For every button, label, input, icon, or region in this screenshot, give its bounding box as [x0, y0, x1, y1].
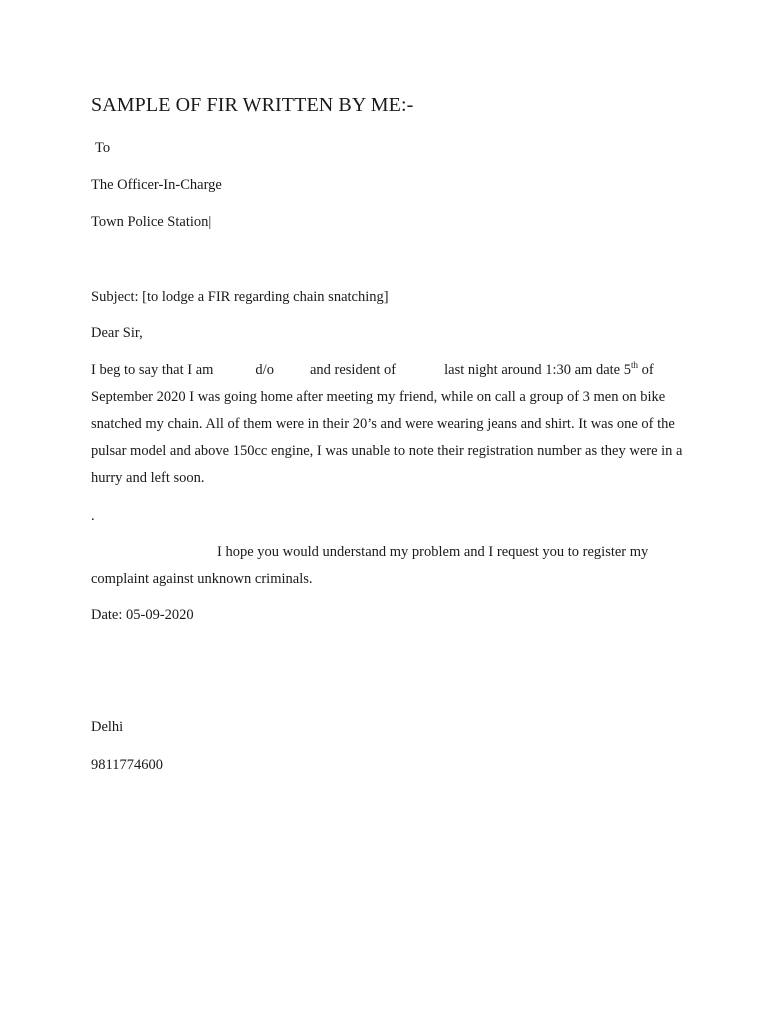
body-segment: I beg to say that I am — [91, 362, 214, 378]
salutation: Dear Sir, — [91, 325, 143, 341]
phone-line: 9811774600 — [91, 757, 163, 773]
stray-dot: . — [91, 508, 95, 524]
recipient-place: Town Police Station| — [91, 214, 212, 230]
body-segment: and resident of — [309, 362, 397, 378]
document-heading: SAMPLE OF FIR WRITTEN BY ME:- — [91, 94, 414, 116]
superscript-suffix: th — [630, 360, 638, 370]
body-segment: last night around 1:30 am date 5 — [444, 362, 631, 378]
body-segment: of September 2020 I was going home after meeting my friend, while on call a group of 3 men on bike snatched my chain. All of them were in their 20’s and were wearing jeans and shirt. It was one of the pulsar model and above 150cc engine, I was unable to note their registration number as they were in a hurry and left soon. — [91, 362, 683, 486]
city-line: Delhi — [91, 719, 124, 735]
closing-text: I hope you would understand my problem and I request you to register my complaint against unknown criminals. — [91, 544, 649, 587]
body-segment: d/o — [255, 362, 274, 378]
body-paragraph — [91, 357, 691, 492]
to-line: To — [95, 140, 111, 156]
closing-paragraph — [91, 539, 691, 593]
date-line: Date: 05-09-2020 — [91, 607, 194, 623]
recipient-title: The Officer-In-Charge — [91, 177, 222, 193]
subject-line: Subject: [to lodge a FIR regarding chain snatching] — [91, 289, 389, 305]
